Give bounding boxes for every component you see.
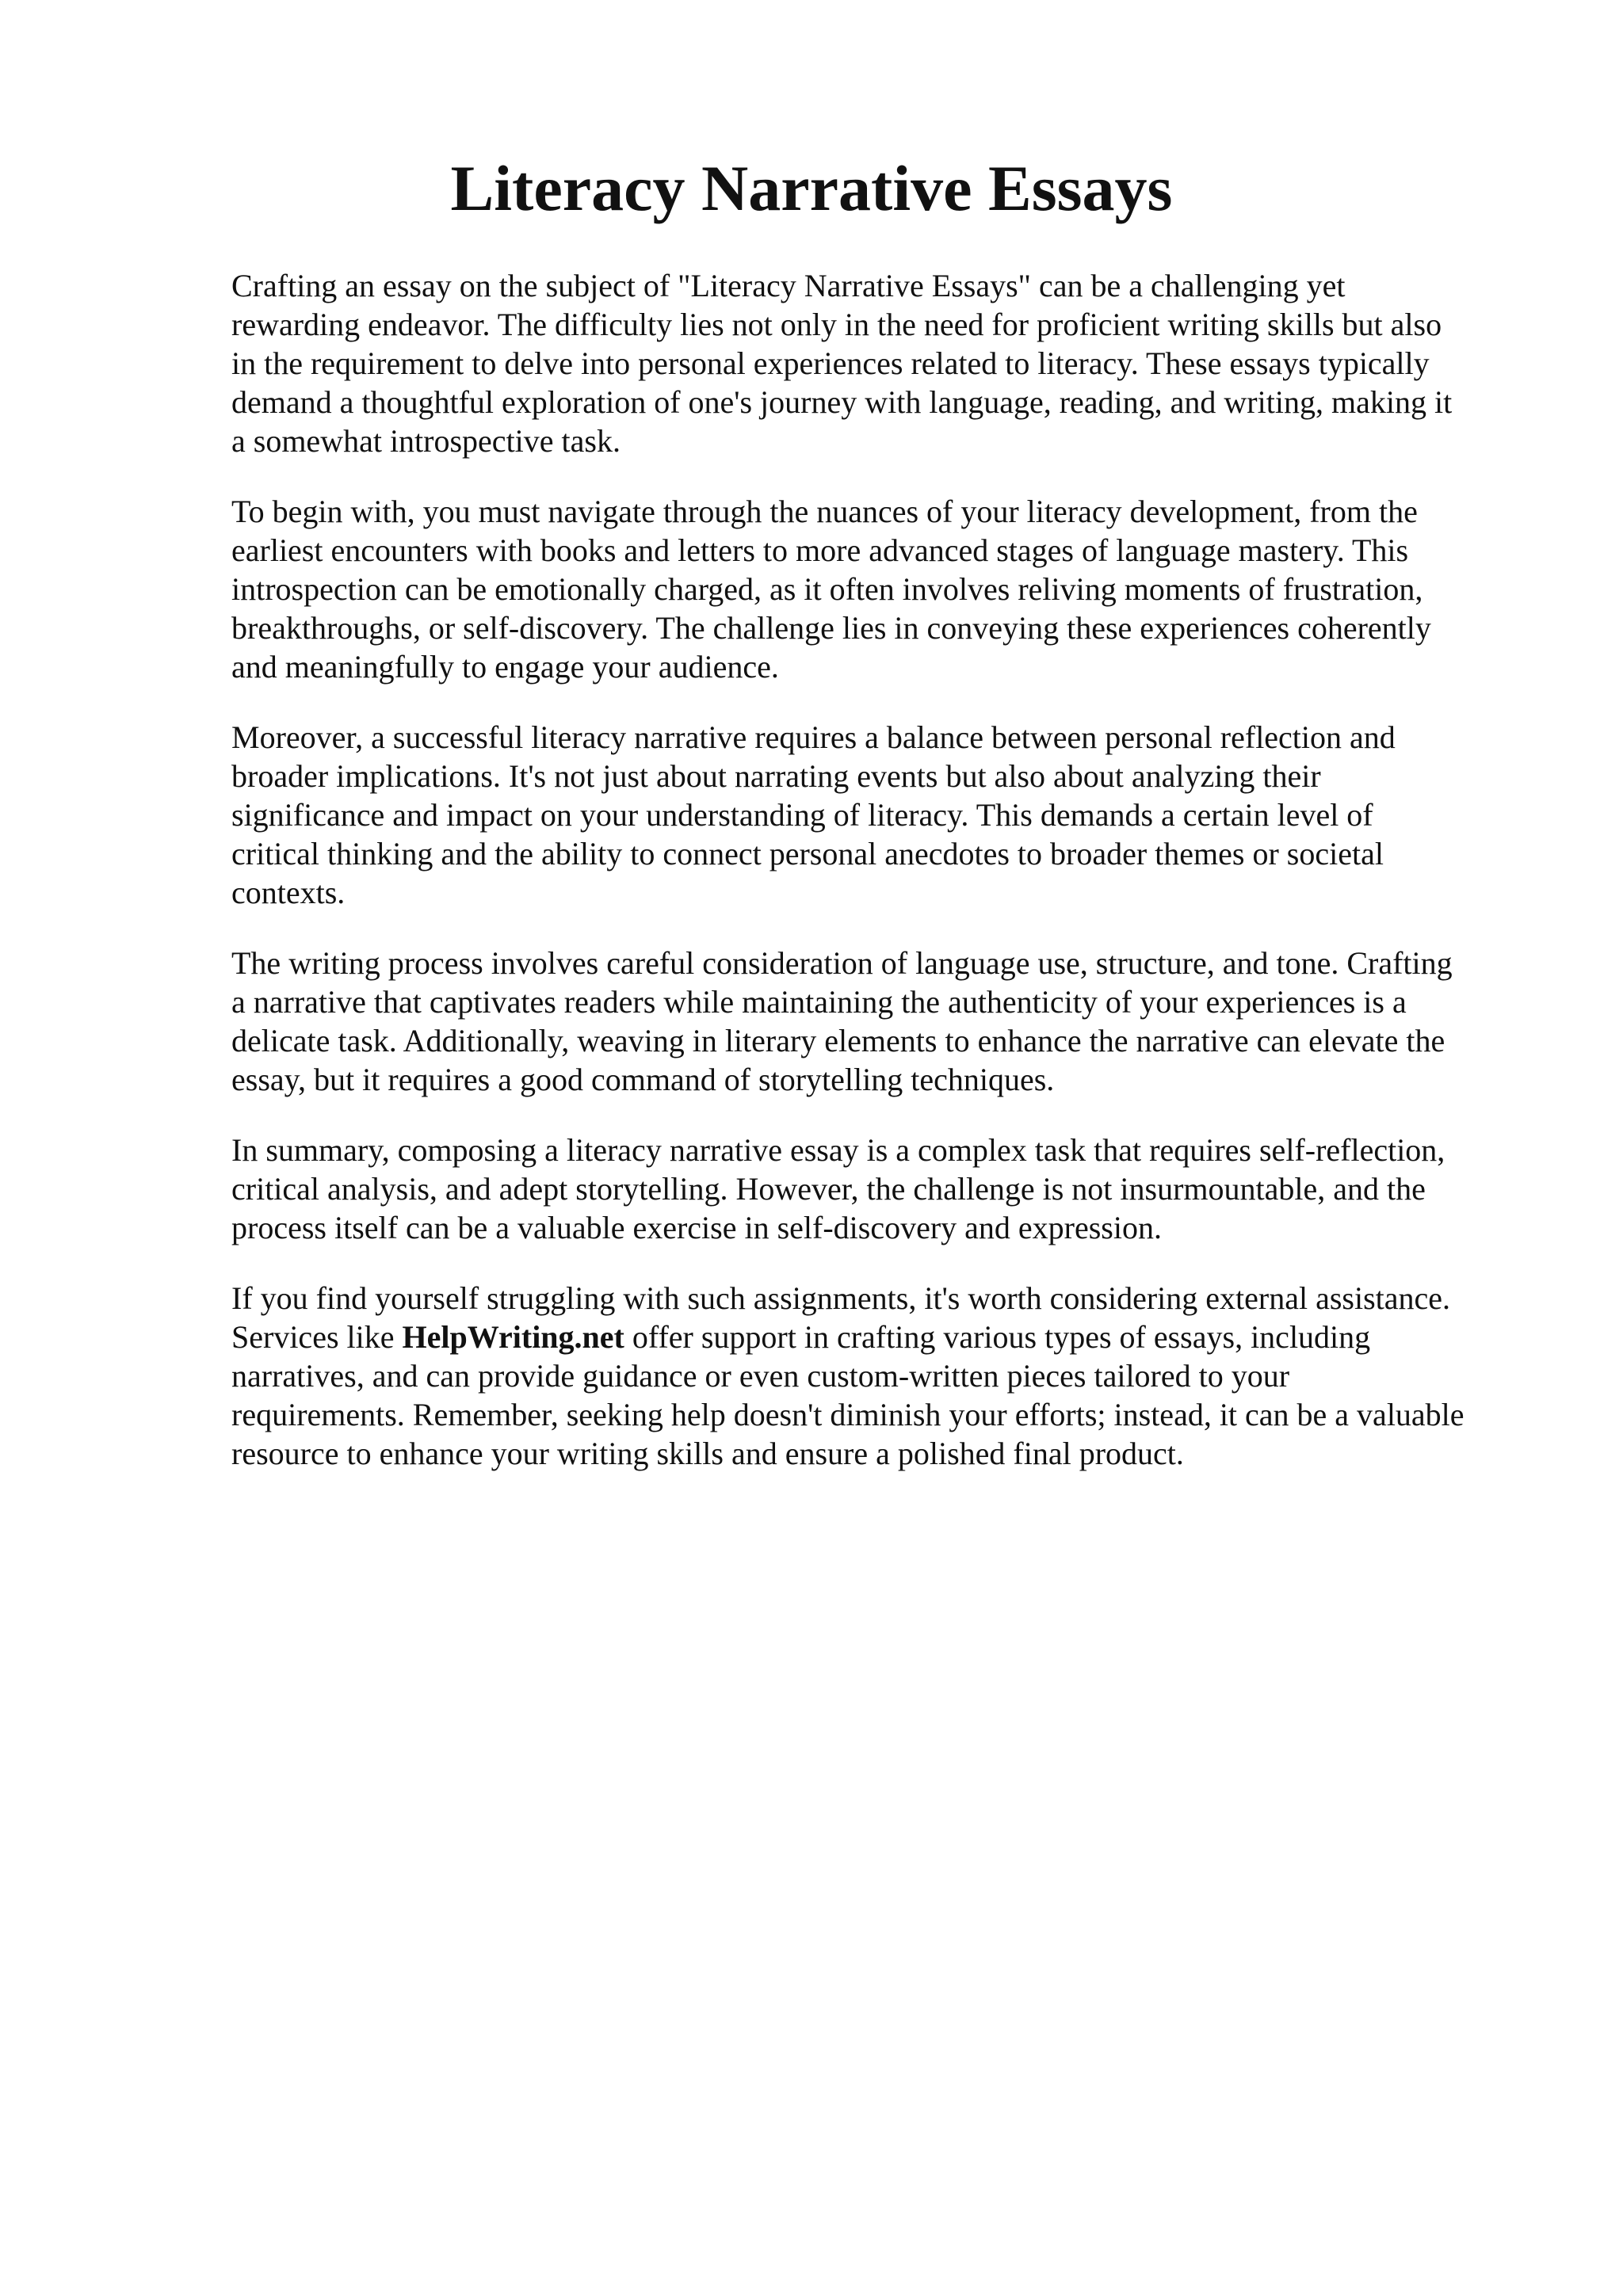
paragraph-line: requirements. Remember, seeking help doesn't diminish your efforts; instead, it can be a valuable xyxy=(231,1397,1465,1432)
paragraph-line: rewarding endeavor. The difficulty lies not only in the need for proficient writing skills but also xyxy=(231,307,1442,342)
paragraph-3 xyxy=(231,718,1515,912)
paragraph-line: Moreover, a successful literacy narrative requires a balance between personal reflection and xyxy=(231,719,1396,755)
paragraph-line: demand a thoughtful exploration of one's journey with language, reading, and writing, making it xyxy=(231,384,1453,420)
paragraph-line: a narrative that captivates readers while maintaining the authenticity of your experiences is a xyxy=(231,984,1407,1020)
paragraph-line: broader implications. It's not just about narrating events but also about analyzing their xyxy=(231,758,1321,794)
paragraph-1 xyxy=(231,266,1515,460)
paragraph-line: If you find yourself struggling with such assignments, it's worth considering external assistance. xyxy=(231,1280,1451,1316)
paragraph-line: and meaningfully to engage your audience. xyxy=(231,649,779,685)
paragraph-line: Crafting an essay on the subject of "Literacy Narrative Essays" can be a challenging yet xyxy=(231,268,1346,303)
paragraph-line: in the requirement to delve into personal experiences related to literacy. These essays typically xyxy=(231,345,1430,381)
paragraph-line: a somewhat introspective task. xyxy=(231,423,621,459)
paragraph-line: contexts. xyxy=(231,875,346,910)
paragraph-line: breakthroughs, or self-discovery. The challenge lies in conveying these experiences coherently xyxy=(231,610,1431,646)
paragraph-line: resource to enhance your writing skills and ensure a polished final product. xyxy=(231,1436,1184,1471)
line-text: Services like xyxy=(231,1319,403,1355)
paragraph-6 xyxy=(231,1279,1515,1473)
paragraph-line: critical thinking and the ability to connect personal anecdotes to broader themes or societal xyxy=(231,836,1384,871)
essay-body xyxy=(231,266,1515,1505)
paragraph-5 xyxy=(231,1131,1515,1247)
paragraph-4 xyxy=(231,944,1515,1099)
paragraph-line: To begin with, you must navigate through the nuances of your literacy development, from the xyxy=(231,494,1418,529)
paragraph-line: process itself can be a valuable exercise in self-discovery and expression. xyxy=(231,1210,1162,1245)
paragraph-line: The writing process involves careful consideration of language use, structure, and tone. Crafting xyxy=(231,945,1453,981)
paragraph-line: delicate task. Additionally, weaving in literary elements to enhance the narrative can elevate the xyxy=(231,1023,1445,1058)
paragraph-line: narratives, and can provide guidance or even custom-written pieces tailored to your xyxy=(231,1358,1290,1394)
paragraph-2 xyxy=(231,492,1515,686)
paragraph-line: significance and impact on your understanding of literacy. This demands a certain level of xyxy=(231,797,1373,833)
paragraph-line: critical analysis, and adept storytelling. However, the challenge is not insurmountable, and the xyxy=(231,1171,1426,1207)
paragraph-line: introspection can be emotionally charged, as it often involves reliving moments of frustration, xyxy=(231,571,1423,607)
page-title: Literacy Narrative Essays xyxy=(450,152,1173,224)
paragraph-line: essay, but it requires a good command of storytelling techniques. xyxy=(231,1062,1055,1097)
paragraph-line: In summary, composing a literacy narrative essay is a complex task that requires self-reflection, xyxy=(231,1132,1445,1168)
paragraph-line: earliest encounters with books and letters to more advanced stages of language mastery. This xyxy=(231,532,1409,568)
paragraph-line xyxy=(231,1318,1515,1356)
line-text: offer support in crafting various types of essays, including xyxy=(624,1319,1371,1355)
brand-name: HelpWriting.net xyxy=(402,1319,624,1355)
